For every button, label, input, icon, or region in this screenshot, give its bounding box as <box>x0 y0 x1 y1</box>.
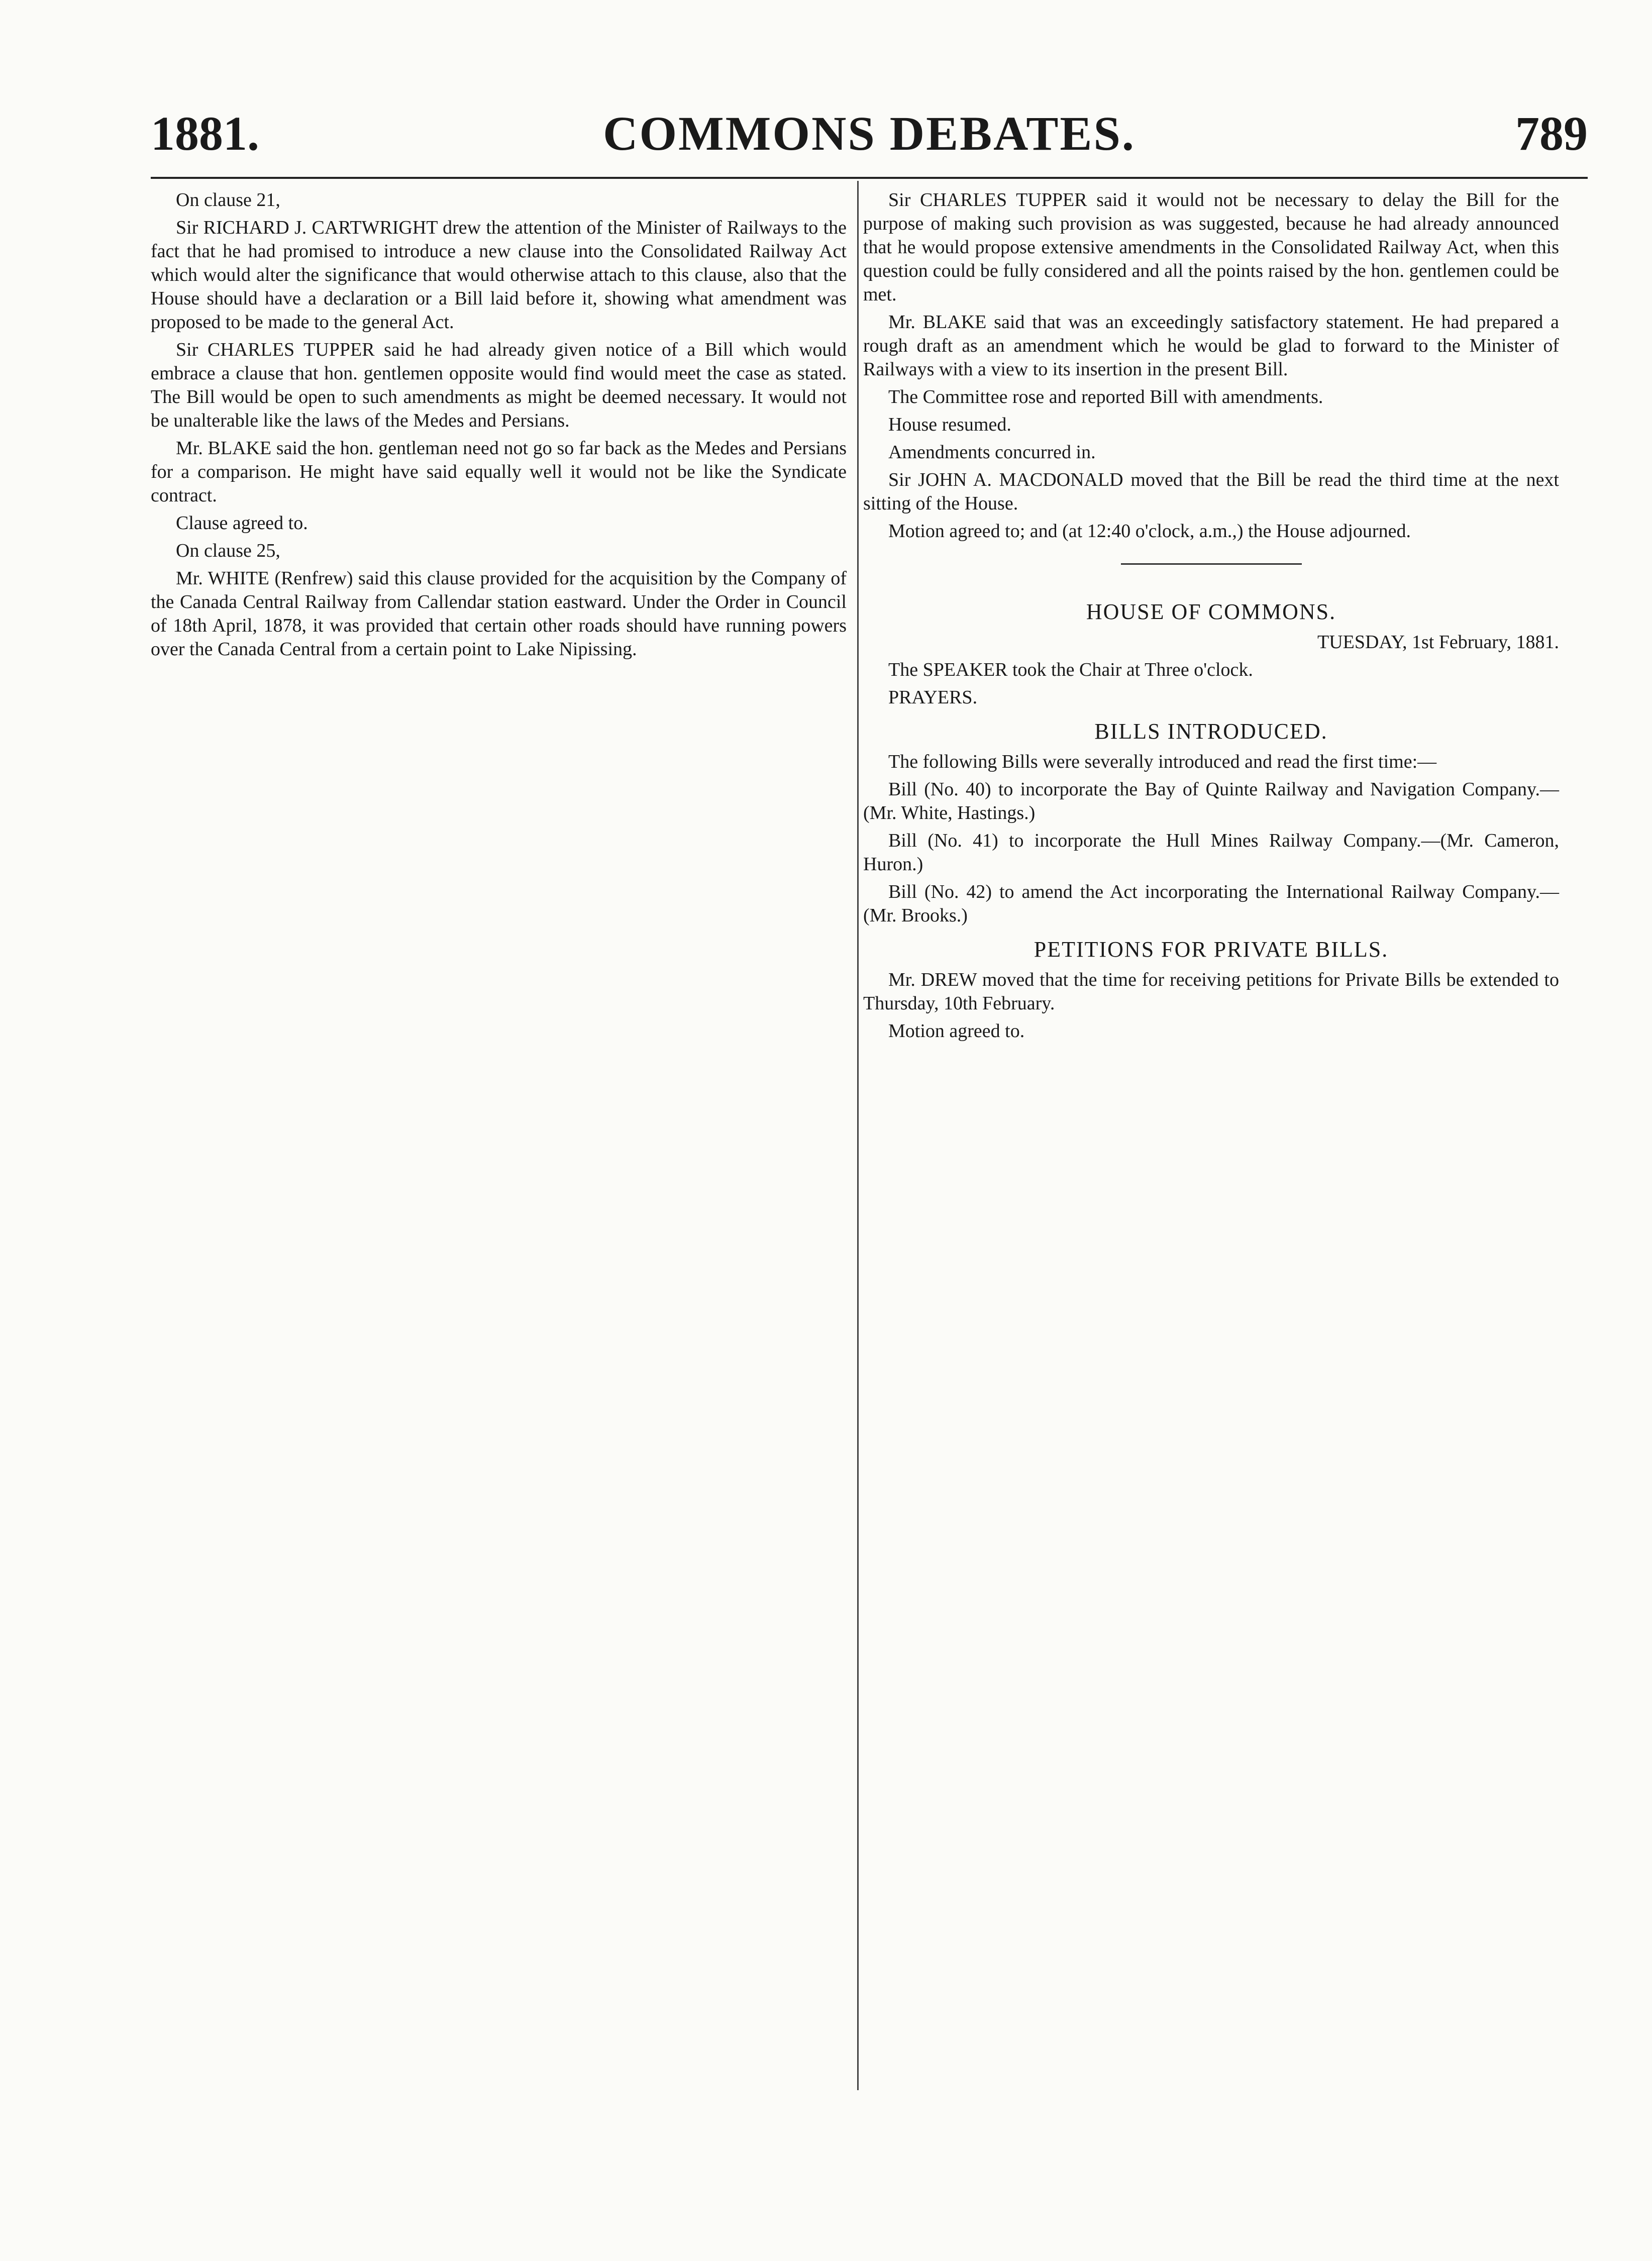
header-year: 1881. <box>151 107 259 160</box>
paragraph: On clause 21, <box>176 189 280 211</box>
house-heading: HOUSE OF COMMONS. <box>1086 599 1336 624</box>
paragraph: Clause agreed to. <box>176 512 308 534</box>
header-title: COMMONS DEBATES. <box>603 107 1135 160</box>
paragraph: The Committee rose and reported Bill with amendments. <box>888 386 1323 407</box>
paragraph: Mr. WHITE (Renfrew) said this clause provided for the acquisition by the Company of the Canada Central Railway from Callendar station eastward. Under the Order in Council of 18th April, 1878, it was provided that certain other roads should have running powers over the Canada Central from a certain point to Lake Nipissing. <box>151 568 847 660</box>
paragraph: Bill (No. 40) to incorporate the Bay of Quinte Railway and Navigation Company.—(Mr. White, Hastings.) <box>863 779 1559 824</box>
section-rule <box>1121 563 1302 565</box>
paragraph: Mr. BLAKE said that was an exceedingly satisfactory statement. He had prepared a rough draft as an amendment which he would be glad to forward to the Minister of Railways with a view to its insertion in the present Bill. <box>863 312 1559 380</box>
prayers-line: PRAYERS. <box>888 687 978 708</box>
paragraph: Bill (No. 41) to incorporate the Hull Mines Railway Company.—(Mr. Cameron, Huron.) <box>863 830 1559 875</box>
paragraph: Sir CHARLES TUPPER said he had already given notice of a Bill which would embrace a clause that hon. gentlemen opposite would find would meet the case as stated. The Bill would be open to such amendments as might be deemed necessary. It would not be unalterable like the laws of the Medes and Persians. <box>151 339 847 431</box>
running-header <box>151 106 1588 161</box>
petitions-heading: PETITIONS FOR PRIVATE BILLS. <box>1034 937 1389 962</box>
paragraph: Amendments concurred in. <box>888 442 1096 463</box>
paragraph: House resumed. <box>888 414 1011 435</box>
paragraph: Motion agreed to. <box>888 1020 1025 1042</box>
left-column <box>151 188 847 665</box>
speaker-line: The SPEAKER took the Chair at Three o'clock. <box>888 659 1253 680</box>
paragraph: Motion agreed to; and (at 12:40 o'clock, a.m.,) the House adjourned. <box>888 521 1411 542</box>
column-divider <box>857 181 859 2090</box>
paragraph: Sir RICHARD J. CARTWRIGHT drew the attention of the Minister of Railways to the fact that he had promised to introduce a new clause into the Consolidated Railway Act which would alter the significance that would otherwise attach to this clause, also that the House should have a declaration or a Bill laid before it, showing what amendment was proposed to be made to the general Act. <box>151 217 847 333</box>
paragraph: Mr. BLAKE said the hon. gentleman need not go so far back as the Medes and Persians for a comparison. He might have said equally well it would not be like the Syndicate contract. <box>151 438 847 506</box>
header-rule <box>151 177 1588 179</box>
paragraph: The following Bills were severally introduced and read the first time:— <box>888 751 1437 772</box>
paragraph: On clause 25, <box>176 540 280 561</box>
sitting-date: TUESDAY, 1st February, 1881. <box>1317 632 1559 653</box>
right-column <box>863 188 1559 1047</box>
paragraph: Bill (No. 42) to amend the Act incorporating the International Railway Company.—(Mr. Brooks.) <box>863 881 1559 926</box>
page-number: 789 <box>1515 107 1588 160</box>
paragraph: Mr. DREW moved that the time for receiving petitions for Private Bills be extended to Thursday, 10th February. <box>863 969 1559 1014</box>
paragraph: Sir CHARLES TUPPER said it would not be necessary to delay the Bill for the purpose of making such provision as was suggested, because he had already announced that he would propose extensive amendments in the Consolidated Railway Act, when this question could be fully considered and all the points raised by the hon. gentlemen could be met. <box>863 189 1559 305</box>
bills-heading: BILLS INTRODUCED. <box>1094 719 1328 744</box>
paragraph: Sir JOHN A. MACDONALD moved that the Bill be read the third time at the next sitting of the House. <box>863 469 1559 514</box>
